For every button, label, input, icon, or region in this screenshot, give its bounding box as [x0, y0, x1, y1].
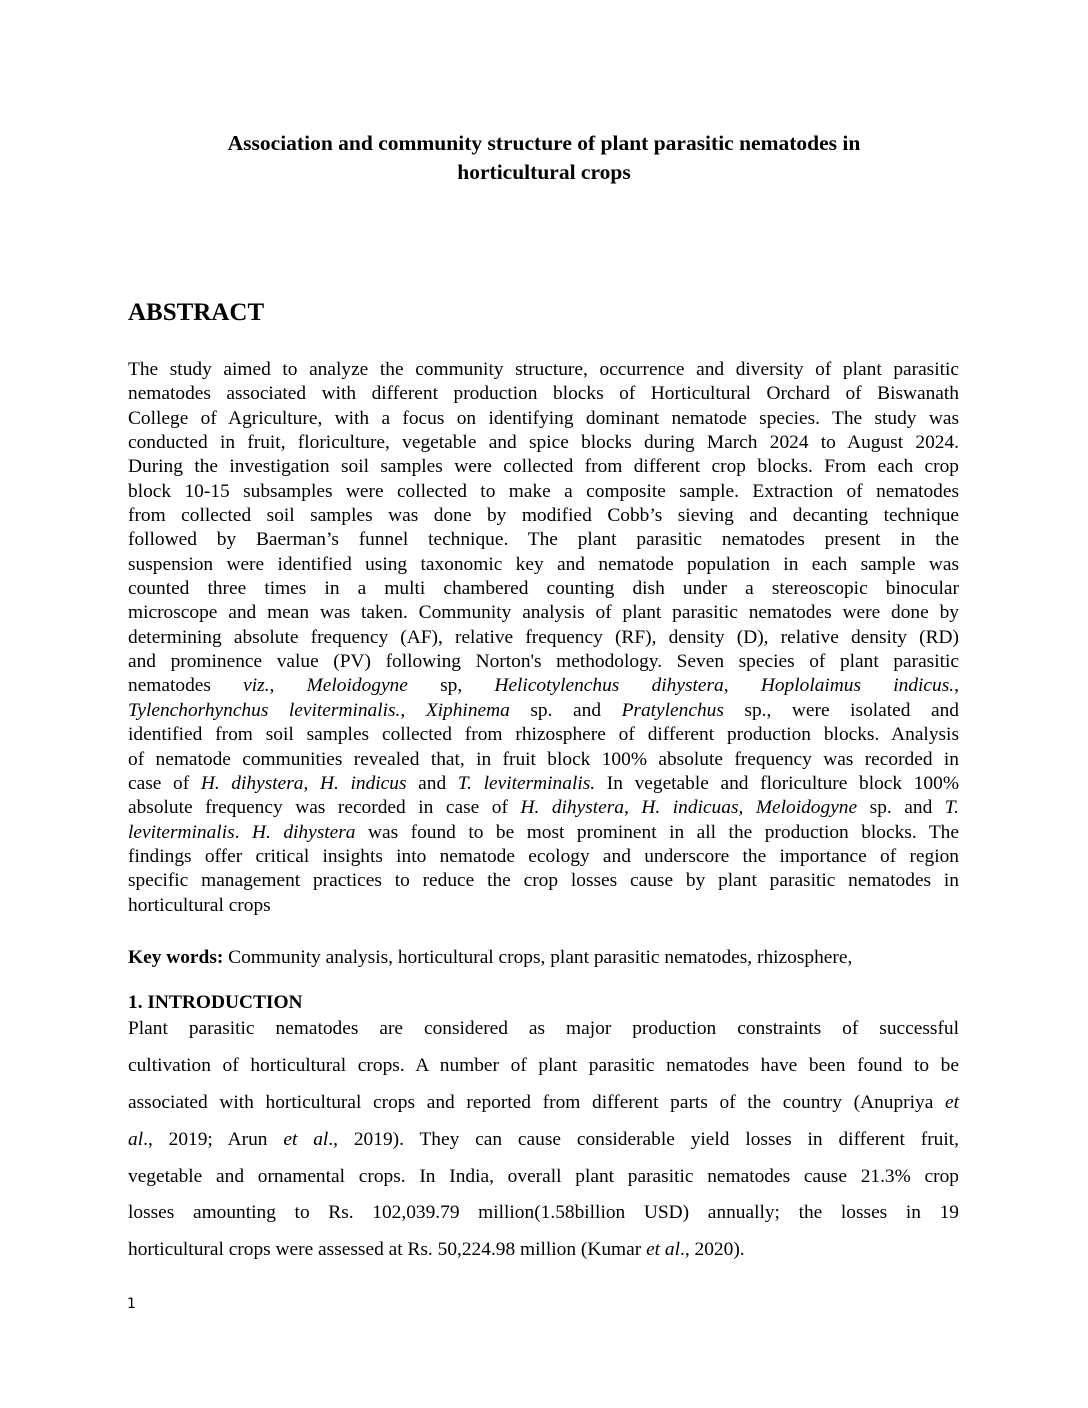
- text-segment: ., 2020).: [680, 1239, 745, 1261]
- text-segment: determining absolute frequency (AF), relative frequency (RF), density (D), relative density (RD): [128, 626, 959, 648]
- text-line: [128, 894, 959, 918]
- paper-title: [100, 129, 988, 187]
- text-segment: conducted in fruit, floriculture, vegetable and spice blocks during March 2024 to August 2024.: [128, 432, 959, 454]
- abstract-heading: ABSTRACT: [128, 299, 265, 326]
- text-segment: associated with horticultural crops and reported from different parts of the country (Anupriya: [128, 1091, 945, 1113]
- text-segment: followed by Baerman’s funnel technique. The plant parasitic nematodes present in the: [128, 529, 959, 551]
- italic-text: viz.: [243, 675, 270, 697]
- text-line: [128, 796, 959, 820]
- italic-text: Pratylenchus: [621, 699, 724, 721]
- text-line: [128, 821, 959, 845]
- italic-text: H. dihystera: [251, 821, 356, 843]
- text-line: [128, 504, 959, 528]
- abstract-body: [128, 358, 959, 918]
- text-line: [128, 431, 959, 455]
- text-segment: case of: [128, 772, 201, 794]
- italic-text: et al: [646, 1239, 680, 1261]
- text-line: [128, 1128, 959, 1165]
- text-segment: ,: [624, 797, 642, 819]
- text-line: [128, 1165, 959, 1202]
- italic-text: et al: [283, 1128, 329, 1150]
- text-line: [128, 1054, 959, 1091]
- text-segment: from collected soil samples was done by modified Cobb’s sieving and decanting technique: [128, 505, 959, 527]
- text-segment: nematodes: [128, 675, 244, 697]
- text-line: [128, 455, 959, 479]
- text-line: [128, 382, 959, 406]
- text-line: [128, 601, 959, 625]
- text-line: [128, 723, 959, 747]
- italic-text: H. dihystera: [200, 772, 304, 794]
- text-segment: sp., were isolated and: [723, 699, 959, 721]
- italic-text: H. indicuas, Meloidogyne: [641, 797, 858, 819]
- italic-text: leviterminalis: [128, 821, 235, 843]
- text-line: [128, 748, 959, 772]
- text-segment: nematodes associated with different production blocks of Horticultural Orchard of Biswanath: [128, 383, 959, 405]
- italic-text: Meloidogyne: [306, 675, 408, 697]
- text-line: [128, 650, 959, 674]
- text-segment: ., 2019; Arun: [143, 1128, 284, 1150]
- italic-text: Helicotylenchus dihystera: [494, 675, 724, 697]
- text-segment: horticultural crops: [128, 894, 271, 916]
- text-line: [128, 845, 959, 869]
- italic-text: Hoplolaimus indicus.: [760, 675, 955, 697]
- text-line: [128, 869, 959, 893]
- italic-text: T. leviterminalis.: [457, 772, 596, 794]
- text-segment: absolute frequency was recorded in case of: [128, 797, 521, 819]
- text-segment: microscope and mean was taken. Community analysis of plant parasitic nematodes were done by: [128, 602, 959, 624]
- italic-text: Xiphinema: [425, 699, 510, 721]
- title-line: horticultural crops: [457, 160, 631, 184]
- text-segment: In vegetable and floriculture block 100%: [595, 772, 959, 794]
- text-line: [128, 1017, 959, 1054]
- text-segment: ,: [303, 772, 320, 794]
- text-line: [128, 528, 959, 552]
- text-line: [128, 358, 959, 382]
- text-segment: horticultural crops were assessed at Rs. 50,224.98 million (Kumar: [128, 1239, 647, 1261]
- text-segment: suspension were identified using taxonomic key and nematode population in each sample was: [128, 553, 959, 575]
- text-line: [128, 626, 959, 650]
- text-segment: findings offer critical insights into nematode ecology and underscore the importance of region: [128, 845, 959, 867]
- text-line: [128, 553, 959, 577]
- text-segment: block 10-15 subsamples were collected to make a composite sample. Extraction of nematodes: [128, 480, 959, 502]
- text-segment: ., 2019). They can cause considerable yield losses in different fruit,: [328, 1128, 959, 1150]
- text-segment: sp,: [407, 675, 495, 697]
- text-segment: cultivation of horticultural crops. A number of plant parasitic nematodes have been found to be: [128, 1054, 959, 1076]
- italic-text: et: [945, 1091, 959, 1113]
- text-segment: vegetable and ornamental crops. In India, overall plant parasitic nematodes cause 21.3% crop: [128, 1165, 959, 1187]
- text-line: [128, 1091, 959, 1128]
- introduction-heading: 1. INTRODUCTION: [128, 992, 303, 1013]
- text-segment: ,: [954, 675, 959, 697]
- text-segment: ,: [723, 675, 761, 697]
- text-segment: specific management practices to reduce the crop losses cause by plant parasitic nematodes in: [128, 870, 959, 892]
- text-segment: identified from soil samples collected from rhizosphere of different production blocks. Analysis: [128, 724, 959, 746]
- text-segment: of nematode communities revealed that, in fruit block 100% absolute frequency was recorded in: [128, 748, 959, 770]
- text-segment: sp. and: [857, 797, 945, 819]
- italic-text: T.: [944, 797, 959, 819]
- text-segment: ,: [400, 699, 426, 721]
- title-line: Association and community structure of plant parasitic nematodes in: [227, 131, 861, 155]
- text-segment: counted three times in a multi chambered counting dish under a stereoscopic binocular: [128, 578, 959, 600]
- text-segment: .: [234, 821, 252, 843]
- keywords-label: Key words:: [128, 947, 224, 968]
- text-line: [128, 772, 959, 796]
- text-line: [128, 699, 959, 723]
- text-segment: was found to be most prominent in all the production blocks. The: [355, 821, 959, 843]
- text-segment: sp. and: [509, 699, 622, 721]
- text-line: [128, 480, 959, 504]
- italic-text: H. indicus: [319, 772, 407, 794]
- text-line: [128, 674, 959, 698]
- page-number: 1: [127, 1296, 136, 1312]
- text-segment: Plant parasitic nematodes are considered as major production constraints of successful: [128, 1018, 959, 1039]
- text-line: [128, 577, 959, 601]
- text-segment: and: [406, 772, 458, 794]
- keywords-text: Community analysis, horticultural crops, plant parasitic nematodes, rhizosphere,: [223, 947, 853, 968]
- italic-text: al: [128, 1128, 144, 1150]
- keywords: [128, 946, 959, 970]
- italic-text: H. dihystera: [520, 797, 625, 819]
- introduction-body: [128, 1017, 959, 1275]
- text-line: [128, 1201, 959, 1238]
- text-segment: The study aimed to analyze the community structure, occurrence and diversity of plant parasitic: [128, 359, 959, 380]
- text-segment: losses amounting to Rs. 102,039.79 million(1.58billion USD) annually; the losses in 19: [128, 1202, 959, 1224]
- text-segment: and prominence value (PV) following Norton's methodology. Seven species of plant parasitic: [128, 651, 959, 673]
- text-segment: College of Agriculture, with a focus on identifying dominant nematode species. The study was: [128, 407, 959, 429]
- text-line: [128, 407, 959, 431]
- italic-text: Tylenchorhynchus leviterminalis.: [128, 699, 401, 721]
- text-segment: During the investigation soil samples were collected from different crop blocks. From each crop: [128, 456, 959, 478]
- text-line: [128, 1238, 959, 1275]
- text-segment: ,: [269, 675, 307, 697]
